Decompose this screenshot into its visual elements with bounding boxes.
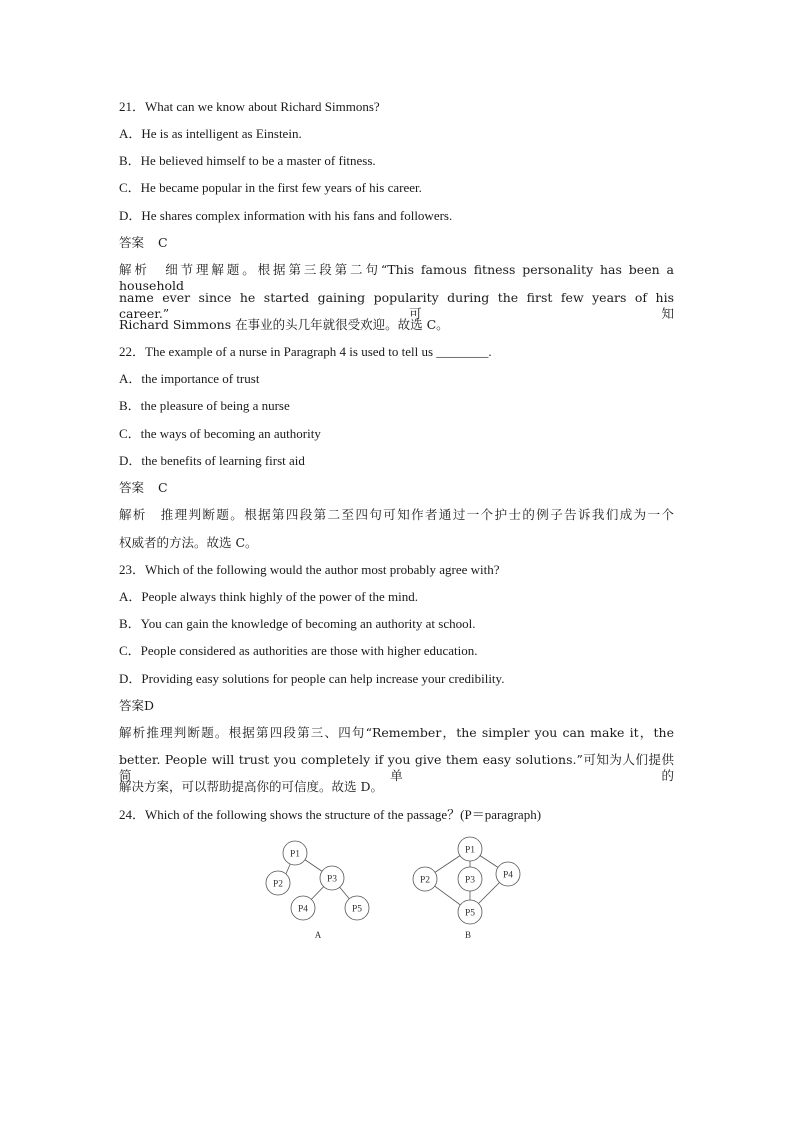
explanation-label: 解析 — [119, 507, 147, 522]
question-21-answer — [119, 235, 168, 251]
diagram-b-label: B — [464, 930, 472, 940]
question-21-explanation-line-1: 解析 细节理解题。根据第三段第二句“This famous fitness personality has been a household — [119, 262, 674, 293]
question-21-explanation-line-3: Richard Simmons 在事业的头几年就很受欢迎。故选 C。 — [119, 317, 449, 332]
svg-text:P4: P4 — [502, 870, 514, 881]
question-22-option-b: B．the pleasure of being a nurse — [119, 398, 290, 413]
question-22-explanation-line-1: 解析 推理判断题。根据第四段第二至四句可知作者通过一个护士的例子告诉我们成为一个 — [119, 507, 674, 522]
question-23-option-d: D．Providing easy solutions for people can help increase your credibility. — [119, 671, 505, 686]
diagram-a-node-p2 — [266, 871, 290, 895]
question-23-explanation-line-2: better. People will trust you completely if you give them easy solutions.”可知为人们提供简单的 — [119, 752, 674, 783]
question-23-option-c: C．People considered as authorities are those with higher education. — [119, 643, 478, 658]
svg-text:P1: P1 — [289, 849, 301, 860]
question-21-option-c: C．He became popular in the first few years of his career. — [119, 180, 422, 195]
question-23-option-a: A．People always think highly of the power of the mind. — [119, 589, 418, 604]
question-21-explanation-line-2: name ever since he started gaining popularity during the first few years of his career.”可知 — [119, 290, 674, 321]
diagram-b-node-p3 — [458, 867, 482, 891]
answer-label: 答案 — [119, 235, 145, 250]
svg-text:P2: P2 — [419, 875, 431, 886]
diagram-b-node-p2 — [413, 867, 437, 891]
question-23-explanation-line-3: 解决方案，可以帮助提高你的可信度。故选 D。 — [119, 779, 383, 794]
svg-text:P4: P4 — [297, 904, 309, 915]
explanation-label: 解析 — [119, 262, 150, 277]
question-22-answer — [119, 480, 168, 496]
question-22-stem: 22．The example of a nurse in Paragraph 4 is used to tell us ________. — [119, 344, 492, 359]
question-22-option-d: D．the benefits of learning first aid — [119, 453, 305, 468]
answer-label: 答案 — [119, 480, 145, 495]
structure-diagram — [255, 836, 535, 946]
answer-value: C — [158, 235, 168, 250]
diagram-a-node-p5 — [345, 896, 369, 920]
diagram-b-node-p1 — [458, 837, 482, 861]
question-22-option-c: C．the ways of becoming an authority — [119, 426, 321, 441]
answer-label: 答案 — [119, 698, 145, 713]
svg-text:P3: P3 — [326, 874, 338, 885]
explanation-label: 解析 — [119, 725, 147, 740]
svg-text:P5: P5 — [464, 908, 476, 919]
answer-value: D — [144, 698, 155, 713]
question-23-answer — [119, 698, 154, 714]
question-22-option-a: A．the importance of trust — [119, 371, 260, 386]
question-24-stem: 24．Which of the following shows the structure of the passage？(P＝paragraph) — [119, 807, 542, 822]
svg-text:P2: P2 — [272, 879, 284, 890]
question-21-option-a: A．He is as intelligent as Einstein. — [119, 126, 302, 141]
question-21-option-b: B．He believed himself to be a master of fitness. — [119, 153, 376, 168]
diagram-a — [266, 841, 369, 940]
diagram-a-label: A — [314, 930, 322, 940]
diagram-a-node-p1 — [283, 841, 307, 865]
question-23-stem: 23．Which of the following would the author most probably agree with? — [119, 562, 500, 577]
question-22-explanation-line-2: 权威者的方法。故选 C。 — [119, 535, 258, 550]
diagram-a-node-p3 — [320, 866, 344, 890]
answer-value: C — [158, 480, 168, 495]
diagram-a-node-p4 — [291, 896, 315, 920]
question-21-stem: 21．What can we know about Richard Simmons? — [119, 99, 380, 114]
question-23-explanation-line-1: 解析推理判断题。根据第四段第三、四句“Remember，the simpler you can make it，the — [119, 725, 674, 740]
diagram-b-node-p4 — [496, 862, 520, 886]
diagram-b — [413, 837, 520, 940]
question-23-option-b: B．You can gain the knowledge of becoming an authority at school. — [119, 616, 476, 631]
question-21-option-d: D．He shares complex information with his fans and followers. — [119, 208, 453, 223]
svg-text:P5: P5 — [351, 904, 363, 915]
svg-text:P1: P1 — [464, 845, 476, 856]
svg-text:P3: P3 — [464, 875, 476, 886]
diagram-b-node-p5 — [458, 900, 482, 924]
